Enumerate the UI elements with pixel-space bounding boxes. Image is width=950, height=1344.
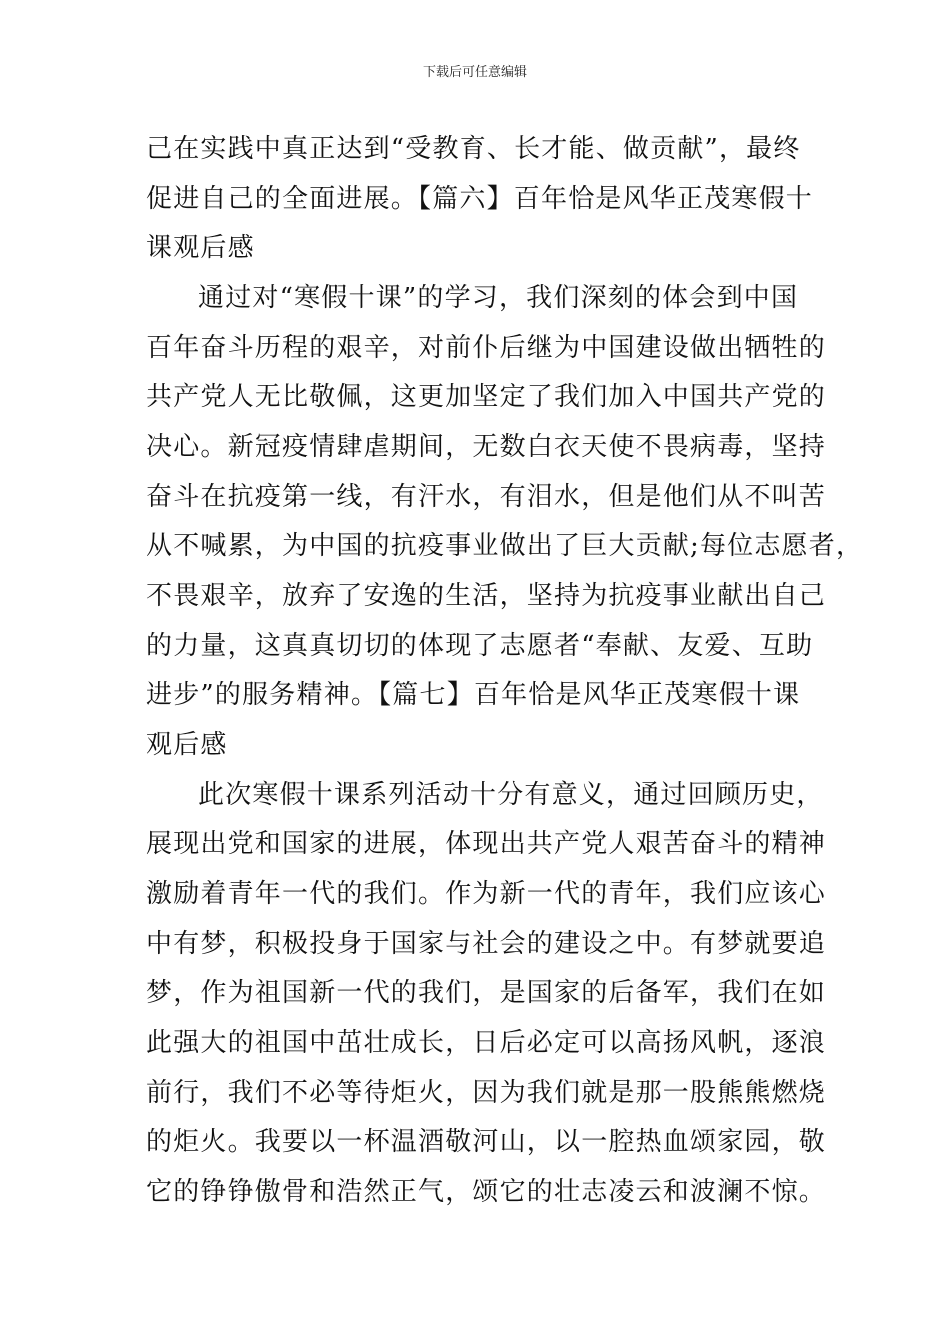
text-line: 梦，作为祖国新一代的我们，是国家的后备军，我们在如	[146, 978, 827, 1008]
text-line: 进步”的服务精神。【篇七】百年恰是风华正茂寒假十课	[146, 680, 801, 710]
text-line: 激励着青年一代的我们。作为新一代的青年，我们应该心	[146, 879, 827, 909]
paragraph-first-line: 此次寒假十课系列活动十分有意义，通过回顾历史，	[198, 780, 824, 810]
text-line: 共产党人无比敬佩，这更加坚定了我们加入中国共产党的	[146, 382, 827, 412]
paragraph-first-line: 通过对“寒假十课”的学习，我们深刻的体会到中国	[198, 283, 799, 313]
page-header: 下载后可任意编辑	[422, 65, 527, 80]
text-line: 的炬火。我要以一杯温酒敬河山，以一腔热血颂家园，敬	[146, 1127, 827, 1157]
text-line: 观后感	[146, 730, 228, 760]
text-line: 决心。新冠疫情肆虐期间，无数白衣天使不畏病毒，坚持	[146, 432, 827, 462]
text-line: 它的铮铮傲骨和浩然正气，颂它的壮志凌云和波澜不惊。	[146, 1177, 827, 1207]
text-line: 奋斗在抗疫第一线，有汗水，有泪水，但是他们从不叫苦	[146, 482, 827, 512]
text-line: 前行，我们不必等待炬火，因为我们就是那一股熊熊燃烧	[146, 1078, 827, 1108]
text-line: 从不喊累，为中国的抗疫事业做出了巨大贡献;每位志愿者，	[146, 531, 864, 561]
text-line: 中有梦，积极投身于国家与社会的建设之中。有梦就要追	[146, 929, 827, 959]
text-line: 此强大的祖国中茁壮成长，日后必定可以高扬风帆，逐浪	[146, 1028, 827, 1058]
text-line: 百年奋斗历程的艰辛，对前仆后继为中国建设做出牺牲的	[146, 333, 827, 363]
text-line: 促进自己的全面进展。【篇六】百年恰是风华正茂寒假十	[146, 184, 814, 214]
text-line: 展现出党和国家的进展，体现出共产党人艰苦奋斗的精神	[146, 829, 827, 859]
text-line: 课观后感	[146, 233, 255, 263]
text-line: 不畏艰辛，放弃了安逸的生活，坚持为抗疫事业献出自己	[146, 581, 827, 611]
text-line: 己在实践中真正达到“受教育、长才能、做贡献”，最终	[146, 134, 801, 164]
text-line: 的力量，这真真切切的体现了志愿者“奉献、友爱、互助	[146, 631, 814, 661]
